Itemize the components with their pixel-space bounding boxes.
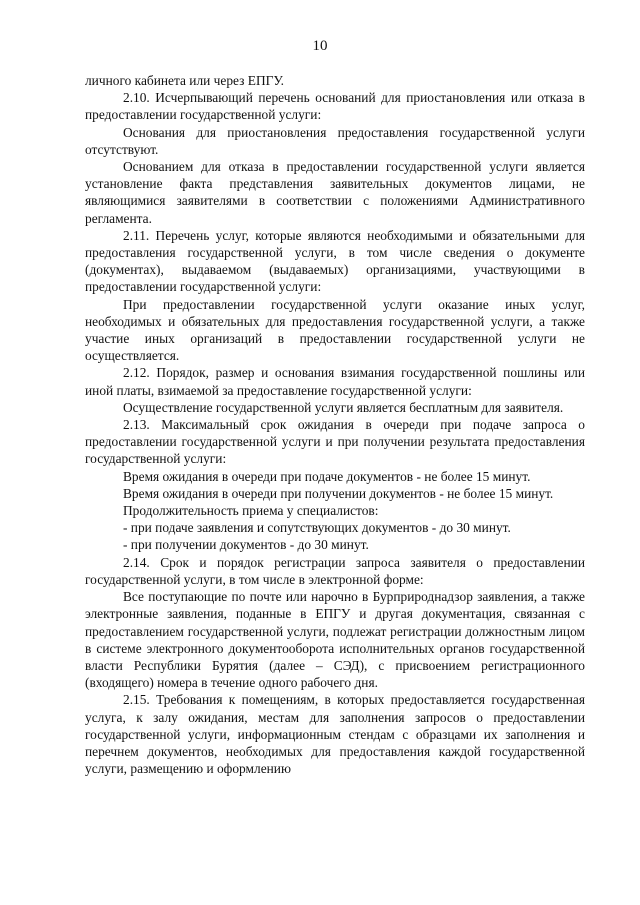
paragraph-2-13-heading: 2.13. Максимальный срок ожидания в очереди при подаче запроса о предоставлении государственной услуги и при получении результата предоставления государственной услуги: bbox=[85, 417, 585, 467]
paragraph-suspension-grounds: Основания для приостановления предоставления государственной услуги отсутствуют. bbox=[85, 124, 585, 157]
paragraph-reception-duration: Продолжительность приема у специалистов: bbox=[123, 503, 379, 519]
list-item-submission: - при подаче заявления и сопутствующих документов - до 30 минут. bbox=[123, 520, 511, 536]
paragraph-wait-receipt: Время ожидания в очереди при получении документов - не более 15 минут. bbox=[123, 485, 554, 501]
paragraph-wait-submission: Время ожидания в очереди при подаче документов - не более 15 минут. bbox=[123, 468, 531, 484]
paragraph-2-15-heading: 2.15. Требования к помещениям, в которых предоставляется государственная услуга, к залу ожидания, местам для заполнения запросов о предоставлении государственной услуги, информационным стендам с образцами их заполнения и перечнем документов, необходимых для предоставления каждой государственной услуги, размещению и оформлению bbox=[85, 692, 585, 777]
page-number: 10 bbox=[312, 38, 328, 54]
paragraph-free-of-charge: Осуществление государственной услуги является бесплатным для заявителя. bbox=[123, 399, 564, 415]
paragraph-2-10-heading: 2.10. Исчерпывающий перечень оснований для приостановления или отказа в предоставлении государственной услуги: bbox=[85, 90, 585, 123]
list-item-receipt: - при получении документов - до 30 минут. bbox=[123, 537, 369, 553]
paragraph-2-12-heading: 2.12. Порядок, размер и основания взимания государственной пошлины или иной платы, взимаемой за предоставление государственной услуги: bbox=[85, 365, 585, 398]
paragraph-continuation: личного кабинета или через ЕПГУ. bbox=[85, 73, 285, 88]
paragraph-other-services: При предоставлении государственной услуги оказание иных услуг, необходимых и обязательных для предоставления государственной услуги, а также участие иных организаций в предоставлении государственной услуги не осуществляется. bbox=[85, 296, 585, 364]
paragraph-registration: Все поступающие по почте или нарочно в Бурприроднадзор заявления, а также электронные заявления, поданные в ЕПГУ и другая документация, связанная с предоставлением государственной услуги, подлежат регистрации должностным лицом в системе электронного документооборота исполнительных органов государственной власти Республики Бурятия (далее – СЭД), с присвоением регистрационного (входящего) номера в течение одного рабочего дня. bbox=[85, 589, 585, 691]
paragraph-2-11-heading: 2.11. Перечень услуг, которые являются необходимыми и обязательными для предоставления государственной услуги, в том числе сведения о документе (документах), выдаваемом (выдаваемых) организациями, участвующими в предоставлении государственной услуги: bbox=[85, 227, 585, 295]
document-body bbox=[85, 72, 585, 777]
paragraph-refusal-grounds: Основанием для отказа в предоставлении государственной услуги является установление факта представления заявительных документов лицами, не являющимися заявителями в соответствии с положениями Административного регламента. bbox=[85, 159, 585, 226]
paragraph-2-14-heading: 2.14. Срок и порядок регистрации запроса заявителя о предоставлении государственной услуги, в том числе в электронной форме: bbox=[85, 554, 585, 587]
